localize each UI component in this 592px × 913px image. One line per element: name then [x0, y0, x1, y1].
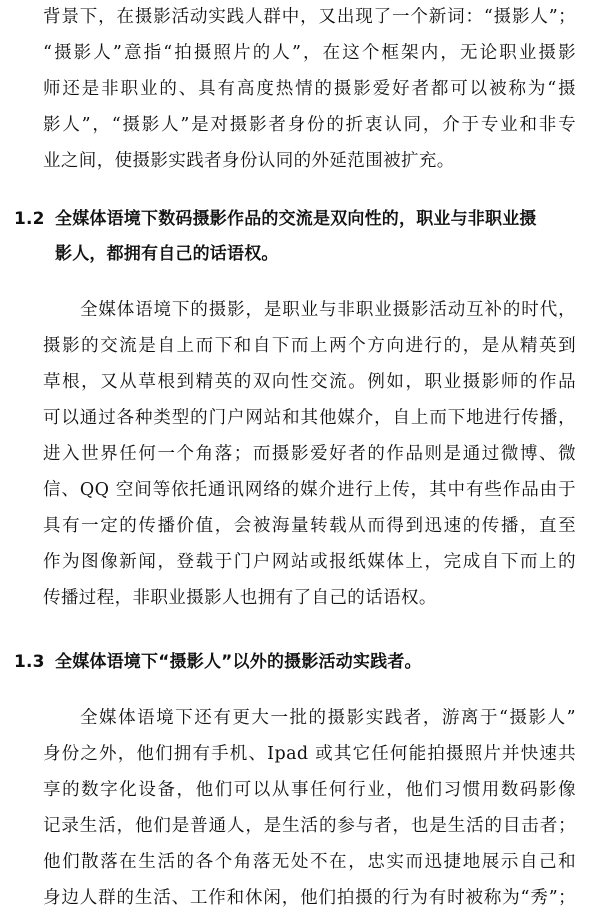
text-line: 进入世界任何一个角落；而摄影爱好者的作品则是通过微博、微 — [43, 444, 576, 464]
text-line: 背景下，在摄影活动实践人群中，又出现了一个新词：“摄影人”； — [43, 7, 576, 27]
section-number: 1.2 — [14, 209, 45, 229]
text-line: 业之间，使摄影实践者身份认同的外延范围被扩充。 — [43, 151, 455, 171]
text-line: 全媒体语境下还有更大一批的摄影实践者，游离于“摄影人” — [80, 708, 576, 728]
text-line: 草根，又从草根到精英的双向性交流。例如，职业摄影师的作品 — [43, 372, 576, 392]
text-line: 具有一定的传播价值，会被海量转载从而得到迅速的传播，直至 — [43, 516, 576, 536]
text-line: 影人”，“摄影人”是对摄影者身份的折衷认同，介于专业和非专 — [43, 115, 576, 135]
text-line: 记录生活，他们是普通人，是生活的参与者，也是生活的目击者； — [43, 816, 576, 836]
text-line: 他们散落在生活的各个角落无处不在，忠实而迅捷地展示自己和 — [43, 852, 576, 872]
text-line: 享的数字化设备，他们可以从事任何行业，他们习惯用数码影像 — [43, 780, 576, 800]
section-number: 1.3 — [14, 652, 45, 672]
text-line: 师还是非职业的、具有高度热情的摄影爱好者都可以被称为“摄 — [43, 79, 576, 99]
section-title: 全媒体语境下“摄影人”以外的摄影活动实践者。 — [55, 652, 422, 672]
text-line: 传播过程，非职业摄影人也拥有了自己的话语权。 — [43, 588, 437, 608]
text-line: 摄影的交流是自上而下和自下而上两个方向进行的，是从精英到 — [43, 336, 576, 356]
text-line: 信、QQ 空间等依托通讯网络的媒介进行上传，其中有些作品由于 — [43, 480, 576, 500]
text-line: 身边人群的生活、工作和休闲，他们拍摄的行为有时被称为“秀”； — [43, 888, 576, 908]
text-line: 身份之外，他们拥有手机、Ipad 或其它任何能拍摄照片并快速共 — [43, 744, 576, 764]
section-title-continued: 影人，都拥有自己的话语权。 — [55, 244, 279, 264]
text-line: 可以通过各种类型的门户网站和其他媒介，自上而下地进行传播， — [43, 408, 576, 428]
text-line: “摄影人”意指“拍摄照片的人”，在这个框架内，无论职业摄影 — [43, 43, 576, 63]
text-line: 全媒体语境下的摄影，是职业与非职业摄影活动互补的时代， — [80, 300, 576, 320]
section-title: 全媒体语境下数码摄影作品的交流是双向性的，职业与非职业摄 — [55, 209, 537, 229]
text-line: 作为图像新闻，登载于门户网站或报纸媒体上，完成自下而上的 — [43, 552, 576, 572]
